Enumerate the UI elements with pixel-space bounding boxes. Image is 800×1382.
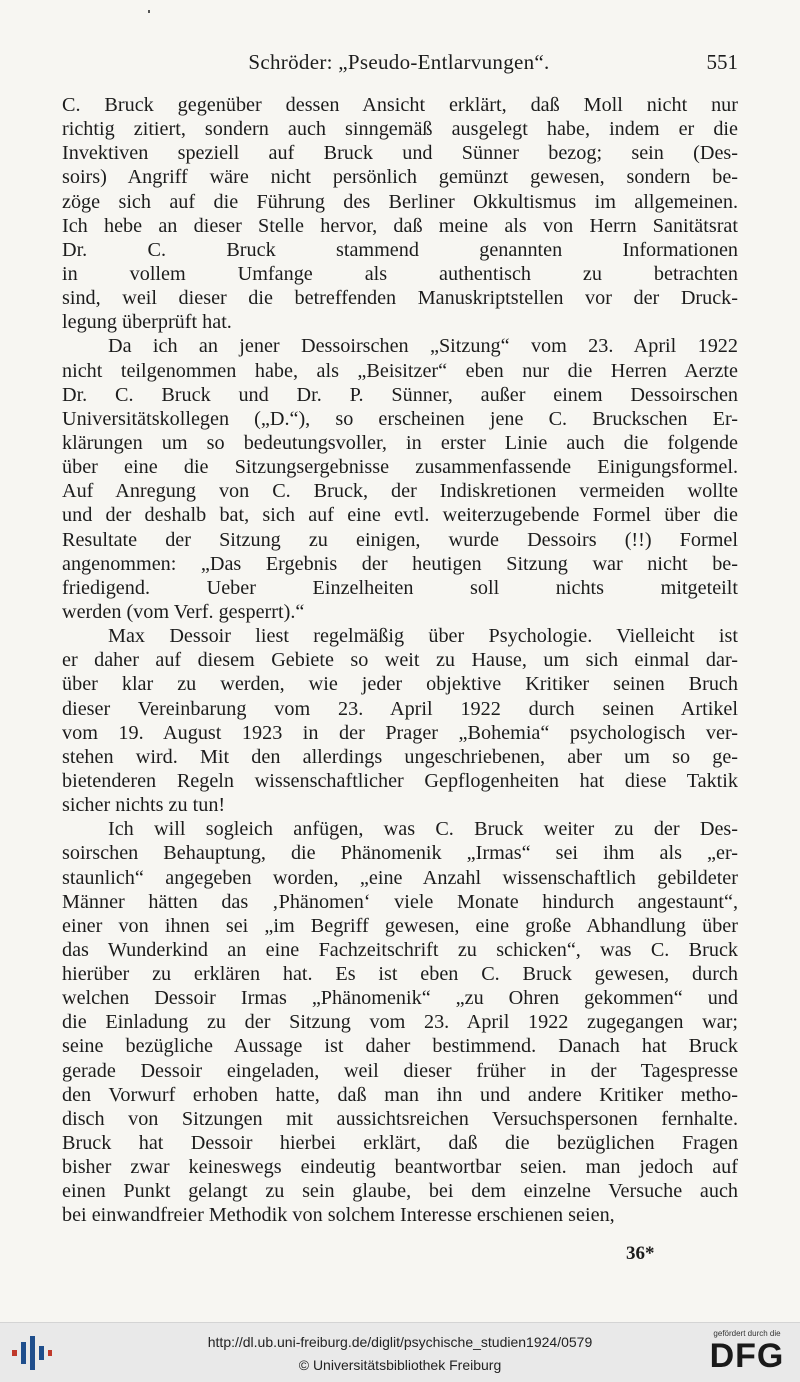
text-line: bei einwandfreier Methodik von solchem Interesse erschienen seien, [62, 1204, 615, 1227]
text-line: C. Bruck gegenüber dessen Ansicht erklärt, daß Moll nicht nur [62, 94, 738, 116]
page-number: 551 [706, 50, 738, 74]
text-line: stehen wird. Mit den allerdings ungeschriebenen, aber um so ge- [62, 745, 738, 768]
permalink-url[interactable]: http://dl.ub.uni-freiburg.de/diglit/psychische_studien1924/0579 [207, 1334, 593, 1350]
text-line: friedigend. Ueber Einzelheiten soll nichts mitgeteilt [62, 576, 738, 599]
text-line: dieser Vereinbarung vom 23. April 1922 durch seinen Artikel [62, 697, 738, 720]
text-line: Männer hätten das ‚Phänomen‘ viele Monate hindurch angestaunt“, [62, 890, 738, 913]
text-line: bisher zwar keineswegs eindeutig beantwortbar seien. man jedoch auf [62, 1156, 738, 1179]
text-line: er daher auf diesem Gebiete so weit zu Hause, um sich einmal dar- [62, 649, 738, 672]
text-line: einen Punkt gelangt zu sein glaube, bei dem einzelne Versuche auch [62, 1180, 738, 1203]
viewer-footer [0, 1322, 800, 1382]
text-line: das Wunderkind an eine Fachzeitschrift zu schicken“, was C. Bruck [62, 938, 738, 961]
text-line: soirschen Behauptung, die Phänomenik „Irmas“ sei ihm als „er- [62, 842, 738, 865]
signature-mark: 36* [626, 1243, 655, 1264]
text-line: sicher nichts zu tun! [62, 794, 226, 817]
text-line: soirs) Angriff wäre nicht persönlich gemünzt gewesen, sondern be- [62, 166, 738, 189]
copyright-notice: © Universitätsbibliothek Freiburg [298, 1357, 502, 1373]
text-line: werden (vom Verf. gesperrt).“ [62, 600, 305, 623]
text-line: Max Dessoir liest regelmäßig über Psychologie. Vielleicht ist [108, 625, 738, 648]
text-line: nicht teilgenommen habe, als „Beisitzer“ eben nur die Herren Aerzte [62, 359, 738, 382]
text-line: hierüber zu erklären hat. Es ist eben C. Bruck gewesen, durch [62, 963, 738, 986]
text-line: Dr. C. Bruck stammend genannten Informationen [62, 238, 738, 261]
text-line: legung überprüft hat. [62, 311, 232, 334]
text-line: über eine die Sitzungsergebnisse zusammenfassende Einigungsformel. [62, 456, 738, 479]
body-text [62, 93, 738, 1228]
text-line: richtig zitiert, sondern auch sinngemäß ausgelegt habe, indem er die [62, 118, 738, 141]
text-line: angenommen: „Das Ergebnis der heutigen Sitzung war nicht be- [62, 552, 738, 575]
text-line: Ich will sogleich anfügen, was C. Bruck weiter zu der Des- [108, 818, 738, 841]
text-line: den Vorwurf erhoben hatte, daß man ihn und andere Kritiker metho- [62, 1083, 738, 1106]
text-line: sind, weil dieser die betreffenden Manuskriptstellen vor der Druck- [62, 287, 738, 310]
text-line: in vollem Umfange als authentisch zu betrachten [62, 262, 738, 285]
dfg-logo [704, 1329, 790, 1374]
text-line: Invektiven speziell auf Bruck und Sünner bezog; sein (Des- [62, 142, 738, 165]
text-line: Dr. C. Bruck und Dr. P. Sünner, außer einem Dessoirschen [62, 383, 738, 406]
text-line: welchen Dessoir Irmas „Phänomenik“ „zu Ohren gekommen“ und [62, 987, 738, 1010]
text-line: gerade Dessoir eingeladen, weil dieser früher in der Tagespresse [62, 1059, 738, 1082]
text-line: Universitätskollegen („D.“), so erscheinen jene C. Bruckschen Er- [62, 407, 738, 430]
text-line: staunlich“ angegeben worden, „eine Anzahl wissenschaftlich gebildeter [62, 866, 738, 889]
text-line: Resultate der Sitzung zu einigen, wurde Dessoirs (!!) Formel [62, 528, 738, 551]
text-line: Bruck hat Dessoir hierbei erklärt, daß die bezüglichen Fragen [62, 1132, 738, 1155]
scan-mark [148, 10, 150, 13]
text-line: zöge sich auf die Führung des Berliner Okkultismus im allgemeinen. [62, 190, 738, 213]
text-line: bietenderen Regeln wissenschaftlicher Gepflogenheiten hat diese Taktik [62, 769, 738, 792]
text-line: Auf Anregung von C. Bruck, der Indiskretionen vermeiden wollte [62, 480, 738, 503]
running-title: Schröder: „Pseudo-Entlarvungen“. [248, 50, 550, 74]
text-line: über klar zu werden, wie jeder objektive Kritiker seinen Bruch [62, 673, 738, 696]
page-header [60, 50, 738, 80]
text-line: die Einladung zu der Sitzung vom 23. April 1922 zugegangen war; [62, 1011, 738, 1034]
text-line: einer von ihnen sei „im Begriff gewesen, eine große Abhandlung über [62, 914, 738, 937]
text-line: disch von Sitzungen mit aussichtsreichen Versuchspersonen fernhalte. [62, 1107, 738, 1130]
text-line: vom 19. August 1923 in der Prager „Bohemia“ psychologisch ver- [62, 721, 738, 744]
text-line: Da ich an jener Dessoirschen „Sitzung“ vom 23. April 1922 [108, 335, 738, 358]
dfg-wordmark: DFG [709, 1337, 785, 1375]
text-line: klärungen um so bedeutungsvoller, in erster Linie auch die folgende [62, 431, 738, 454]
text-line: seine bezügliche Aussage ist daher bestimmend. Danach hat Bruck [62, 1035, 738, 1058]
text-line: und der deshalb bat, sich auf eine evtl. weiterzugebende Formel über die [62, 504, 738, 527]
text-line: Ich hebe an dieser Stelle hervor, daß meine als von Herrn Sanitätsrat [62, 214, 738, 237]
dfg-caption: gefördert durch die [713, 1329, 781, 1338]
